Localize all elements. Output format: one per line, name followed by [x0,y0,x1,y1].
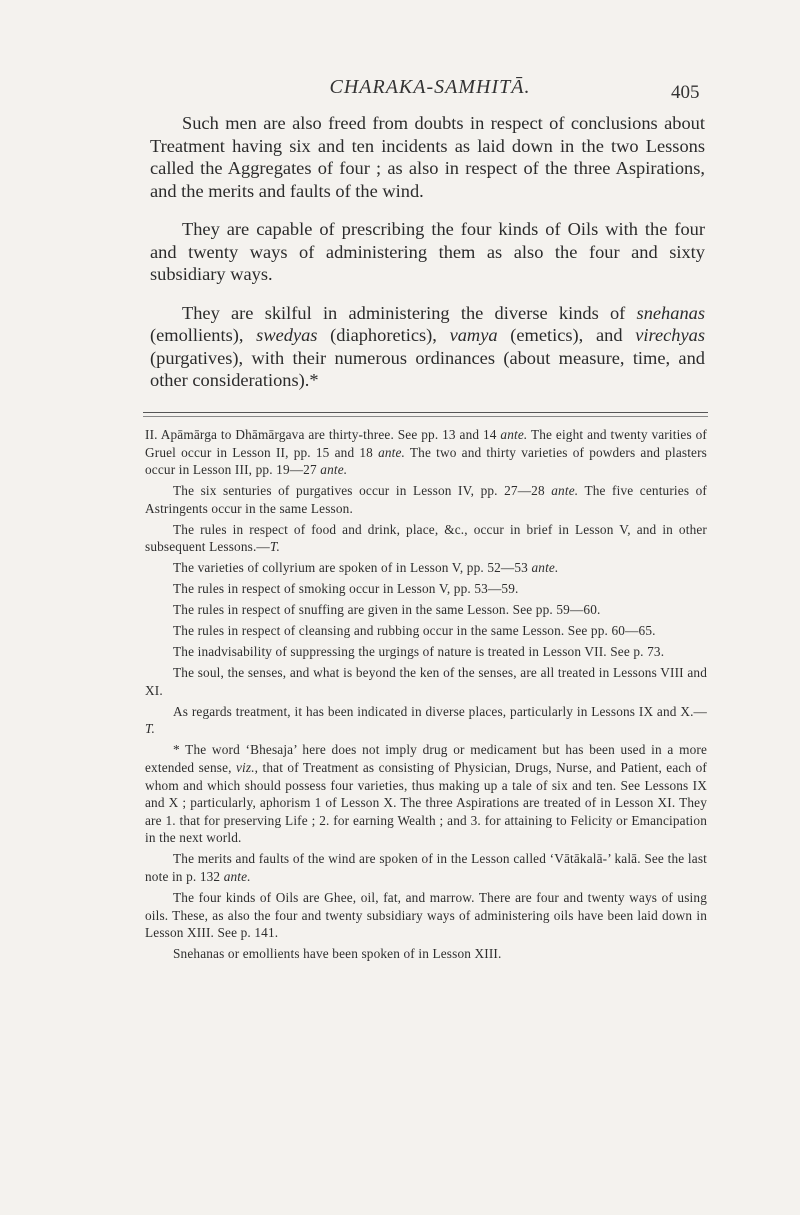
text-run: They are skilful in administering the diverse kinds of [182,302,637,323]
footnote [145,741,707,847]
footnote [145,559,707,577]
italic-term: ante. [551,483,579,499]
text-run: The varieties of collyrium are spoken of in Lesson V, pp. 52—53 [173,560,532,576]
text-run: The five centuries of Astringents occur in the same Lesson. [145,483,707,516]
text-run: The eight and twenty varities of Gruel occur in Lesson II, pp. 15 and 18 [145,427,707,460]
text-run: , that of Treatment as consisting of Physician, Drugs, Nurse, and Patient, each of whom and which should possess four varieties, thus making up a tale of six and ten. See Lessons IX and X ; particularly, aphorism 1 of Lesson X. The three Aspirations are treated of in Lesson XI. They are 1. that for preserving Life ; 2. for earning Wealth ; and 3. for attaining to Felicity or Emancipation in the next world. [145,760,708,846]
footnote-divider [143,412,708,413]
italic-term: snehanas [636,302,705,323]
main-paragraph: Such men are also freed from doubts in respect of conclusions about Treatment having six and ten incidents as laid down in the two Lessons called the Aggregates of four ; as also in respect of the three Aspirations, and the merits and faults of the wind. [150,113,705,201]
text-run: The merits and faults of the wind are spoken of in the Lesson called ‘Vātākalā-’ kalā. See the last note in p. 132 [145,851,707,884]
footnote: The rules in respect of snuffing are given in the same Lesson. See pp. 59—60. [173,602,601,618]
text-run: The rules in respect of food and drink, place, &c., occur in brief in Lesson V, and in other subsequent Lessons.— [145,521,707,555]
text-run: The two and thirty varieties of powders and plasters occur in Lesson III, pp. 19—27 [145,444,707,478]
italic-term: T. [269,539,280,555]
main-text [150,112,705,408]
text-run: * The word ‘Bhesaja’ here does not imply drug or medicament but has been used in a more extended sense, [145,742,707,775]
footnote-divider [143,416,708,417]
page-header [0,76,800,106]
footnote [145,521,707,556]
text-run: The six senturies of purgatives occur in Lesson IV, pp. 27—28 [173,483,552,499]
text-run: (emetics), and [497,325,636,345]
footnote: The rules in respect of smoking occur in Lesson V, pp. 53—59. [173,581,519,597]
italic-term: ante. [378,444,406,460]
italic-term: ante. [531,560,559,576]
main-paragraph: They are capable of prescribing the four kinds of Oils with the four and twenty ways of administering them as also the four and sixty subsidiary ways. [150,219,705,284]
text-run: (purgatives), with their numerous ordinances (about measure, time, and other considerations).* [150,347,705,390]
footnote [145,850,707,885]
page-number: 405 [671,82,700,103]
italic-term: viz. [235,760,255,775]
footnote: The inadvisability of suppressing the urgings of nature is treated in Lesson VII. See p. 73. [173,644,665,660]
italic-term: T. [145,721,156,737]
main-paragraph [150,302,705,392]
footnote: The four kinds of Oils are Ghee, oil, fat, and marrow. There are four and twenty ways of using oils. These, as also the four and twenty subsidiary ways of administering oils have been laid down in Lesson XIII. See p. 141. [145,889,707,941]
text-run: (diaphoretics), [317,325,450,345]
text-run: As regards treatment, it has been indicated in diverse places, particularly in Lessons IX and X.— [173,703,707,719]
text-run: (emollients), [150,325,257,345]
italic-term: vamya [449,325,498,345]
italic-term: ante. [500,427,528,442]
running-title: CHARAKA-SAMHITĀ. [329,76,531,98]
footnote: The soul, the senses, and what is beyond the ken of the senses, are all treated in Lessons VIII and XI. [145,665,707,698]
footnote [145,426,707,479]
footnote [145,482,707,517]
footnotes [145,426,707,966]
italic-term: swedyas [256,325,318,345]
footnote: Snehanas or emollients have been spoken of in Lesson XIII. [173,946,502,962]
italic-term: ante. [320,462,348,478]
text-run: II. Apāmārga to Dhāmārgava are thirty-three. See pp. 13 and 14 [145,427,501,442]
footnote: The rules in respect of cleansing and rubbing occur in the same Lesson. See pp. 60—65. [173,623,656,639]
italic-term: ante. [223,868,251,884]
italic-term: virechyas [635,325,705,345]
footnote [145,703,707,738]
